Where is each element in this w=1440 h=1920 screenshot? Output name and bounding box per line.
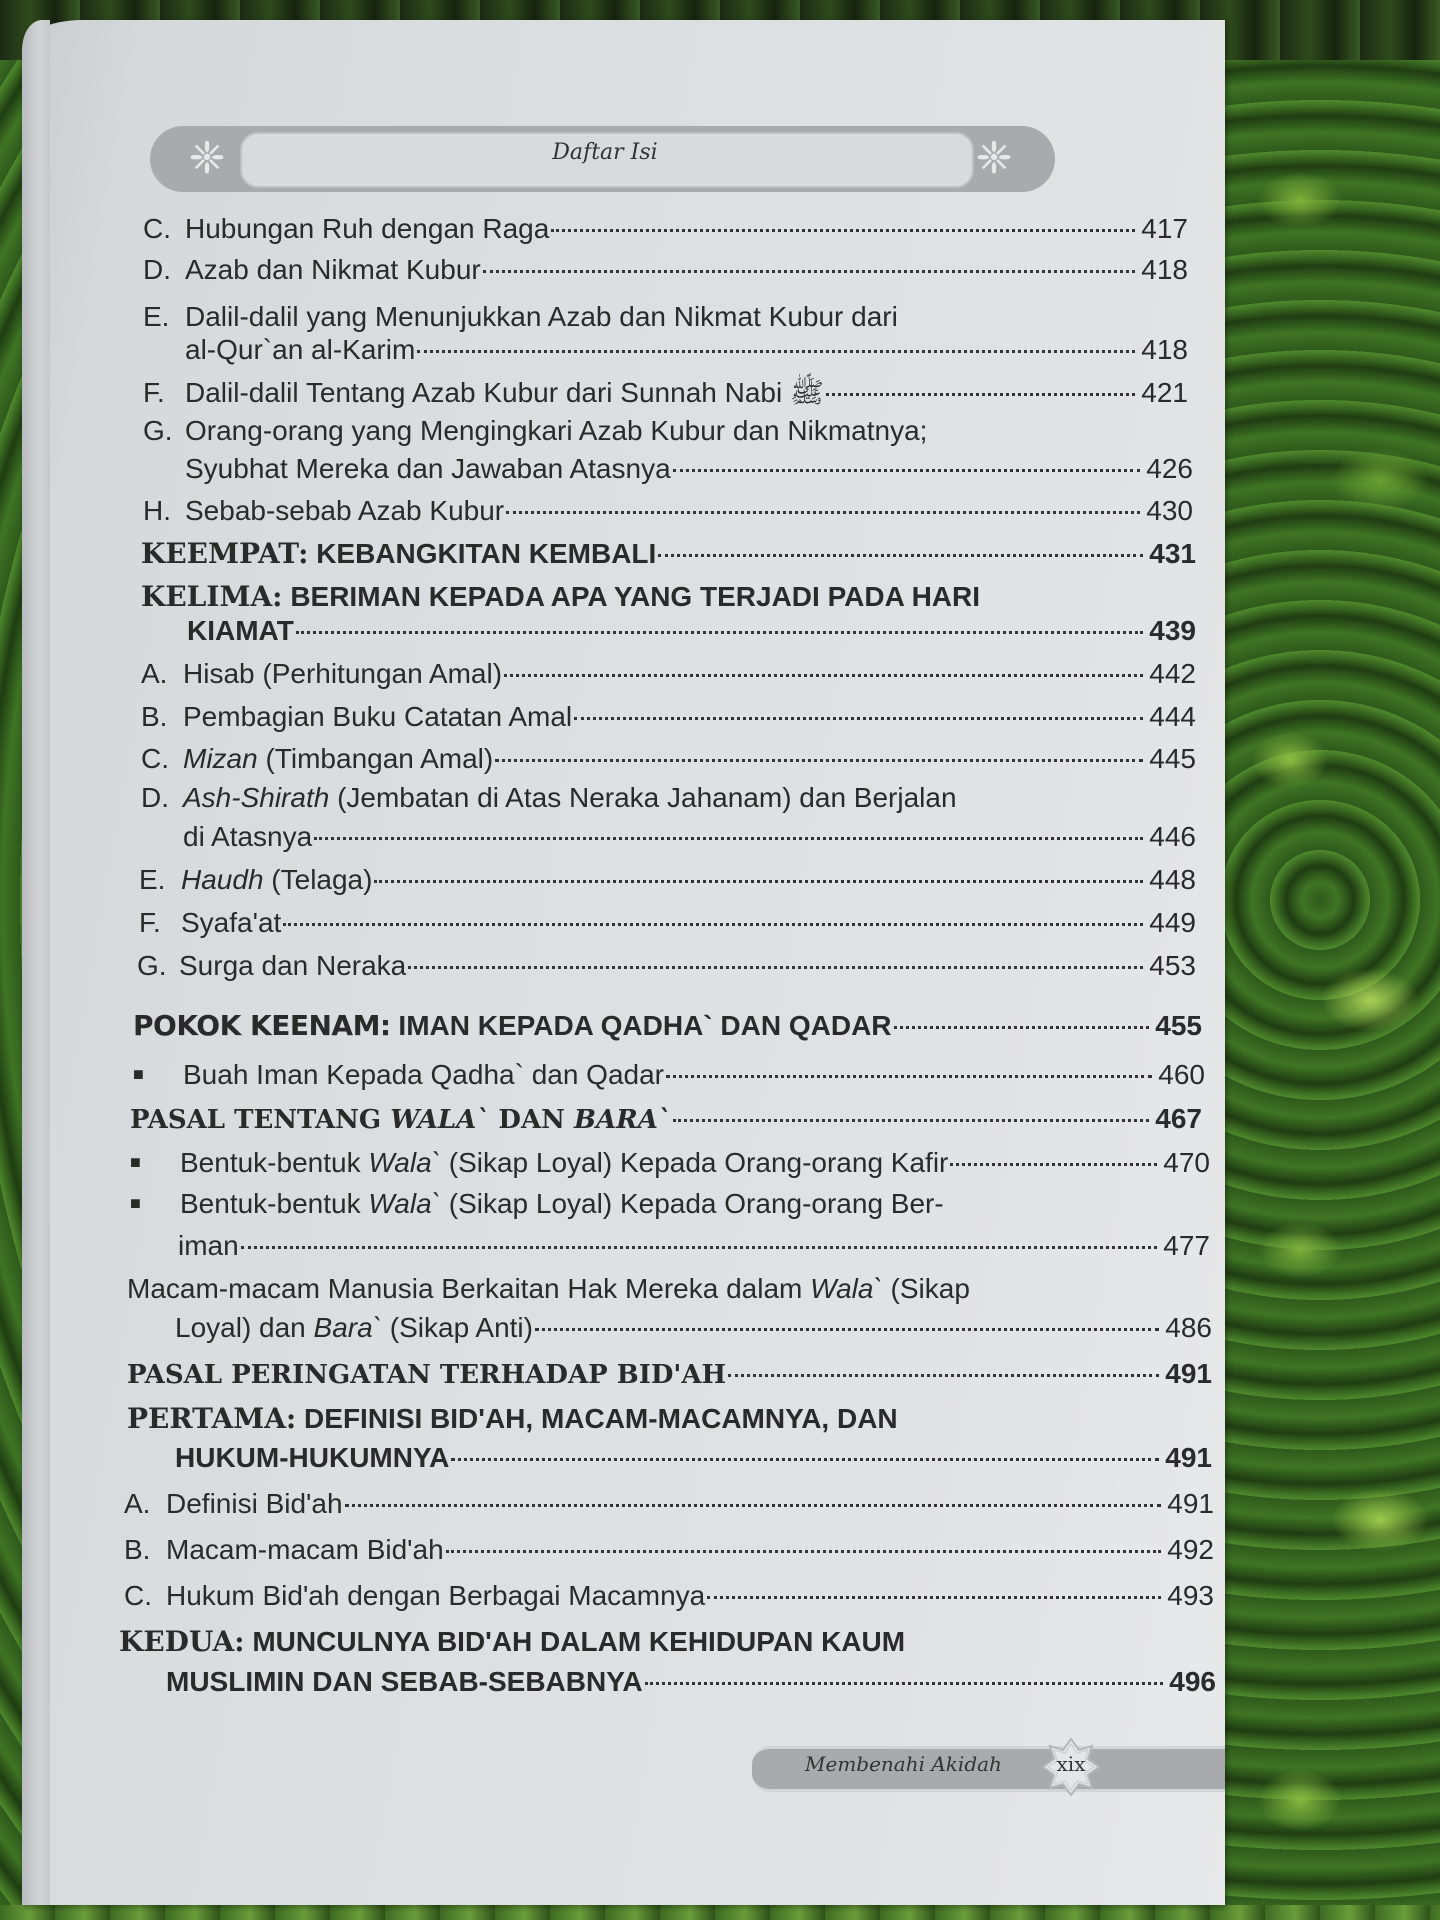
toc-letter: C. — [124, 1580, 152, 1611]
toc-text: (Sikap Anti) — [389, 1312, 533, 1343]
toc-entry — [133, 1058, 1205, 1095]
ornament-right-icon: ❈ — [975, 133, 1013, 184]
toc-italic-term: BARA` — [573, 1105, 671, 1135]
toc-heading-prefix: KELIMA: — [141, 580, 283, 613]
toc-letter: D. — [141, 782, 169, 813]
leader-dots — [495, 759, 1143, 762]
toc-italic-term: Wala` — [810, 1273, 883, 1304]
leader-dots — [574, 717, 1143, 720]
toc-text: DEFINISI BID'AH, MACAM-MACAMNYA, DAN — [304, 1403, 898, 1434]
toc-letter: E. — [139, 864, 166, 895]
toc-page-number: 431 — [1149, 538, 1196, 569]
toc-entry-line1 — [143, 300, 898, 334]
toc-page-number: 486 — [1165, 1312, 1212, 1343]
leader-dots — [283, 923, 1143, 926]
toc-letter: E. — [143, 301, 170, 332]
toc-heading-line1 — [141, 580, 980, 614]
toc-page-number: 445 — [1149, 743, 1196, 774]
toc-entry — [141, 657, 1196, 691]
toc-italic-term: Mizan — [183, 743, 258, 774]
leader-dots — [408, 966, 1143, 969]
toc-heading-prefix: KEDUA: — [119, 1625, 245, 1658]
toc-heading-line1 — [119, 1625, 905, 1659]
leader-dots — [296, 631, 1143, 634]
toc-entry — [143, 212, 1188, 246]
leader-dots — [535, 1328, 1159, 1331]
toc-text: Azab dan Nikmat Kubur — [185, 254, 481, 285]
toc-text: (Jembatan di Atas Neraka Jahanam) dan Berjalan — [337, 782, 957, 813]
toc-text: MUSLIMIN DAN SEBAB-SEBABNYA — [166, 1666, 643, 1697]
toc-page-number: 417 — [1141, 213, 1188, 244]
toc-page-number: 426 — [1146, 453, 1193, 484]
toc-page-number: 491 — [1167, 1488, 1214, 1519]
leader-dots — [446, 1550, 1162, 1553]
toc-text: DAN — [498, 1105, 565, 1135]
toc-italic-term: Wala` — [368, 1188, 441, 1219]
toc-heading-prefix: PASAL TENTANG — [130, 1105, 382, 1135]
toc-text: (Telaga) — [271, 864, 373, 895]
page-fold — [22, 20, 50, 1905]
toc-letter: A. — [141, 658, 168, 689]
toc-page-number: 491 — [1165, 1442, 1212, 1473]
toc-entry-line1 — [141, 781, 957, 815]
toc-text: Hubungan Ruh dengan Raga — [185, 213, 550, 244]
toc-italic-term: Wala` — [368, 1147, 441, 1178]
toc-text: Bentuk-bentuk — [180, 1188, 361, 1219]
toc-entry — [143, 494, 1193, 528]
toc-text: iman — [178, 1230, 239, 1261]
toc-entry — [139, 863, 1196, 897]
toc-text: di Atasnya — [183, 821, 313, 852]
toc-page-number: 470 — [1163, 1147, 1210, 1178]
toc-entry — [185, 333, 1188, 367]
toc-heading-line1 — [127, 1402, 898, 1436]
toc-entry — [130, 1146, 1210, 1183]
leader-dots — [658, 554, 1143, 557]
toc-text: al-Qur`an al-Karim — [185, 334, 416, 365]
toc-entry — [124, 1533, 1214, 1567]
toc-text: (Timbangan Amal) — [265, 743, 494, 774]
square-bullet-icon: ■ — [130, 1152, 141, 1172]
toc-page-number: 418 — [1141, 254, 1188, 285]
background-foliage-bottom — [0, 1905, 1440, 1920]
toc-text: Bentuk-bentuk — [180, 1147, 361, 1178]
toc-heading — [127, 1357, 1212, 1392]
toc-heading — [141, 537, 1196, 571]
toc-page-number: 446 — [1149, 821, 1196, 852]
toc-page-number: 449 — [1149, 907, 1196, 938]
toc-letter: H. — [143, 495, 171, 526]
leader-dots — [506, 511, 1140, 514]
toc-heading — [175, 1441, 1212, 1475]
toc-text: Dalil-dalil Tentang Azab Kubur dari Sunnah Nabi ﷺ — [185, 377, 824, 408]
leader-dots — [894, 1026, 1150, 1029]
toc-page-number: 493 — [1167, 1580, 1214, 1611]
toc-entry-line1 — [127, 1272, 970, 1306]
toc-entry — [183, 820, 1196, 854]
toc-text: IMAN KEPADA QADHA` DAN QADAR — [398, 1010, 892, 1041]
toc-page-number: 442 — [1149, 658, 1196, 689]
toc-letter: F. — [139, 907, 161, 938]
leader-dots — [241, 1246, 1158, 1249]
toc-entry — [143, 253, 1188, 287]
toc-heading-prefix: PERTAMA: — [127, 1402, 297, 1435]
leader-dots — [826, 393, 1135, 396]
toc-page-number: 496 — [1169, 1666, 1216, 1697]
toc-entry — [124, 1487, 1214, 1521]
leader-dots — [483, 270, 1136, 273]
toc-entry — [141, 742, 1196, 776]
toc-heading — [133, 1009, 1202, 1043]
toc-page-number: 448 — [1149, 864, 1196, 895]
leader-dots — [673, 1119, 1149, 1122]
toc-text: (Sikap Loyal) Kepada Orang-orang Kafir — [448, 1147, 949, 1178]
toc-letter: C. — [141, 743, 169, 774]
toc-letter: B. — [141, 701, 168, 732]
toc-italic-term: Haudh — [181, 864, 264, 895]
toc-entry — [139, 906, 1196, 940]
toc-letter: G. — [143, 415, 173, 446]
toc-entry — [175, 1311, 1212, 1345]
toc-page-number: 439 — [1149, 615, 1196, 646]
toc-entry-line1 — [143, 414, 927, 448]
leader-dots — [728, 1374, 1159, 1377]
toc-text: (Sikap — [890, 1273, 970, 1304]
leader-dots — [645, 1682, 1164, 1685]
leader-dots — [673, 469, 1141, 472]
toc-entry — [141, 700, 1196, 734]
toc-italic-term: WALA` — [390, 1105, 490, 1135]
toc-letter: F. — [143, 377, 165, 408]
toc-page-number: 477 — [1163, 1230, 1210, 1261]
page-number: xix — [1056, 1752, 1086, 1776]
toc-text: Pembagian Buku Catatan Amal — [183, 701, 573, 732]
toc-text: BERIMAN KEPADA APA YANG TERJADI PADA HARI — [290, 581, 981, 612]
toc-text: Buah Iman Kepada Qadha` dan Qadar — [183, 1059, 665, 1090]
leader-dots — [314, 837, 1143, 840]
leader-dots — [345, 1504, 1162, 1507]
leader-dots — [374, 880, 1143, 883]
leader-dots — [666, 1075, 1152, 1078]
square-bullet-icon: ■ — [130, 1193, 141, 1213]
toc-text: Definisi Bid'ah — [166, 1488, 343, 1519]
toc-page-number: 453 — [1149, 950, 1196, 981]
toc-text: KIAMAT — [187, 615, 294, 646]
toc-letter: B. — [124, 1534, 151, 1565]
leader-dots — [451, 1458, 1159, 1461]
toc-page-number: 492 — [1167, 1534, 1214, 1565]
toc-text: Syubhat Mereka dan Jawaban Atasnya — [185, 453, 671, 484]
toc-text: Dalil-dalil yang Menunjukkan Azab dan Nikmat Kubur dari — [185, 301, 898, 332]
toc-heading-prefix: KEEMPAT: — [141, 537, 309, 570]
toc-text: Orang-orang yang Mengingkari Azab Kubur dan Nikmatnya; — [185, 415, 928, 446]
toc-entry — [124, 1579, 1214, 1613]
toc-text: Macam-macam Manusia Berkaitan Hak Mereka dalam — [127, 1273, 803, 1304]
leader-dots — [950, 1163, 1157, 1166]
toc-letter: C. — [143, 213, 171, 244]
toc-letter: D. — [143, 254, 171, 285]
toc-heading — [166, 1665, 1216, 1699]
toc-text: HUKUM-HUKUMNYA — [175, 1442, 450, 1473]
toc-entry — [137, 949, 1196, 983]
square-bullet-icon: ■ — [133, 1064, 144, 1084]
toc-heading-prefix: POKOK KEENAM: — [133, 1009, 391, 1042]
toc-text: Macam-macam Bid'ah — [166, 1534, 444, 1565]
toc-page-number: 455 — [1155, 1010, 1202, 1041]
toc-heading — [130, 1102, 1202, 1137]
toc-page-number: 430 — [1146, 495, 1193, 526]
toc-text: Loyal) dan — [175, 1312, 306, 1343]
ornament-left-icon: ❈ — [188, 133, 226, 184]
toc-text: Hisab (Perhitungan Amal) — [183, 658, 503, 689]
toc-heading-prefix: PASAL PERINGATAN TERHADAP BID'AH — [127, 1360, 727, 1390]
toc-letter: G. — [137, 950, 167, 981]
toc-text: Hukum Bid'ah dengan Berbagai Macamnya — [166, 1580, 706, 1611]
page-title: Daftar Isi — [552, 140, 658, 165]
toc-page-number: 467 — [1155, 1103, 1202, 1134]
toc-entry — [185, 452, 1193, 486]
toc-page-number: 421 — [1141, 377, 1188, 408]
toc-heading — [187, 614, 1196, 648]
toc-entry — [178, 1229, 1210, 1263]
leader-dots — [504, 674, 1143, 677]
toc-page-number: 418 — [1141, 334, 1188, 365]
toc-page-number: 460 — [1158, 1059, 1205, 1090]
book-title: Membenahi Akidah — [805, 1752, 1002, 1776]
toc-page-number: 491 — [1165, 1358, 1212, 1389]
toc-italic-term: Ash-Shirath — [183, 782, 330, 813]
leader-dots — [707, 1596, 1161, 1599]
toc-letter: A. — [124, 1488, 151, 1519]
toc-text: (Sikap Loyal) Kepada Orang-orang Ber- — [448, 1188, 944, 1219]
toc-text: Sebab-sebab Azab Kubur — [185, 495, 505, 526]
toc-italic-term: Bara` — [313, 1312, 383, 1343]
toc-text: MUNCULNYA BID'AH DALAM KEHIDUPAN KAUM — [252, 1626, 906, 1657]
toc-text: Syafa'at — [181, 907, 282, 938]
leader-dots — [551, 229, 1135, 232]
toc-entry-line1 — [130, 1187, 944, 1224]
toc-text: Surga dan Neraka — [179, 950, 407, 981]
toc-entry — [143, 376, 1188, 410]
toc-page-number: 444 — [1149, 701, 1196, 732]
leader-dots — [417, 350, 1135, 353]
toc-text: KEBANGKITAN KEMBALI — [316, 538, 657, 569]
